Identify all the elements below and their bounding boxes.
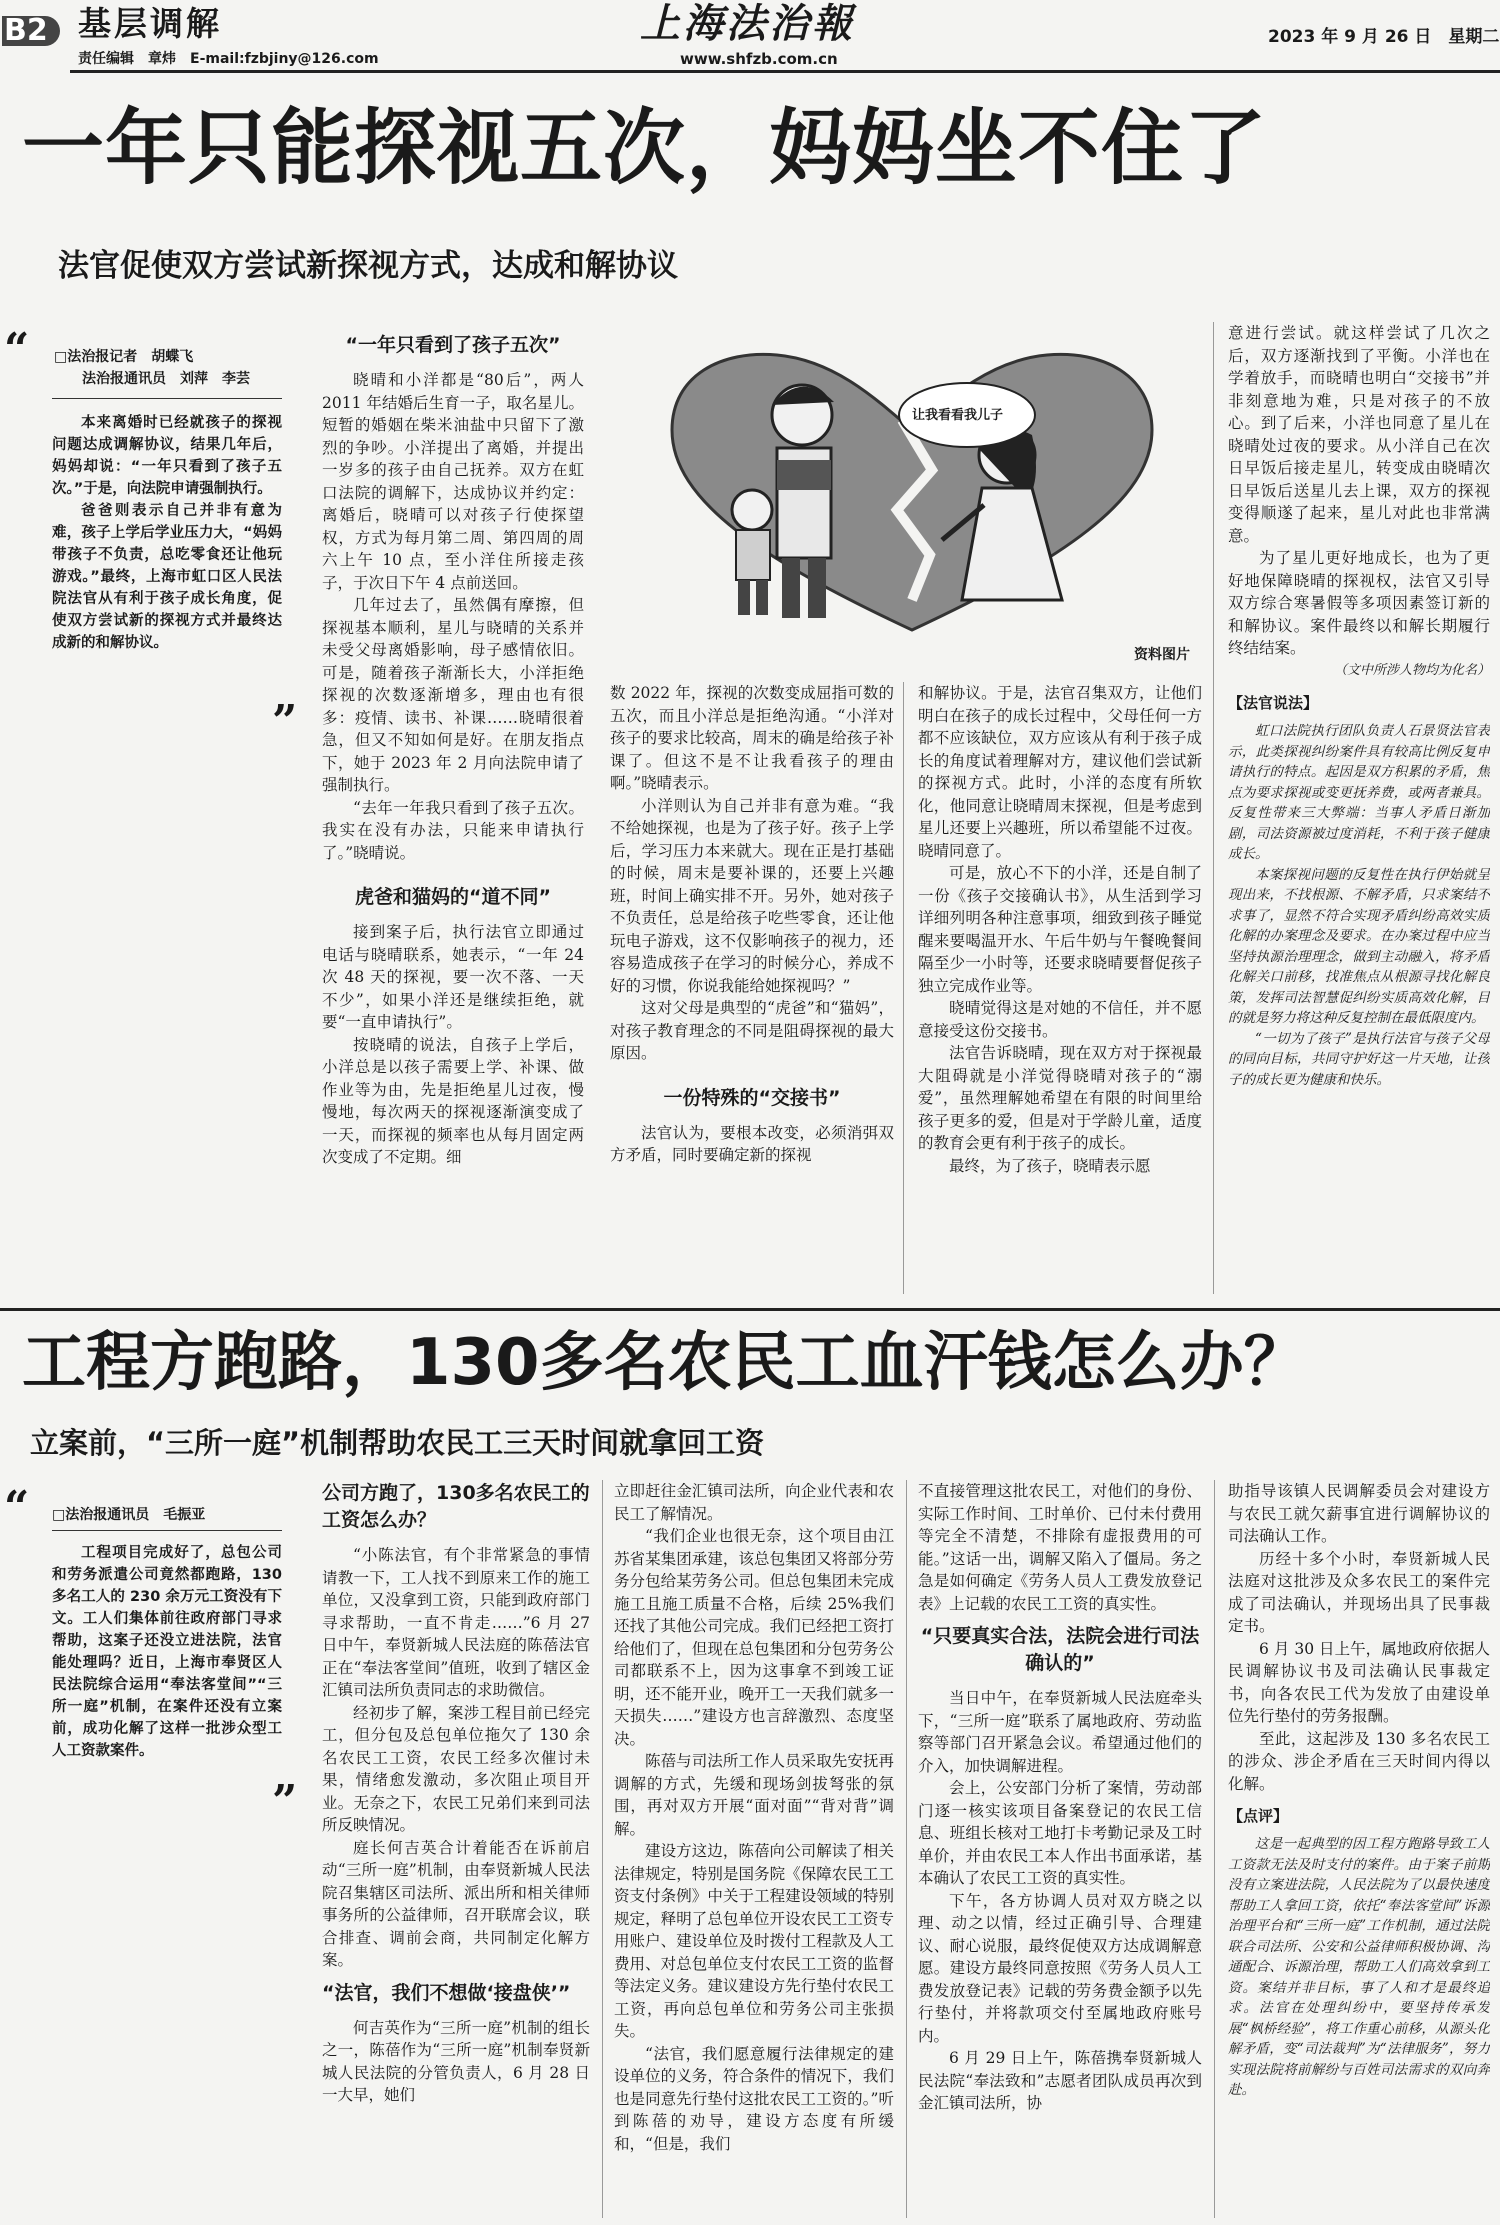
story2-col3-p1: 不直接管理这批农民工，对他们的身份、实际工作时间、工时单价、已付未付费用等完全不清楚，不排除有虚报费用的可能。”这话一出，调解又陷入了僵局。务之急是如何确定《劳务人员人工费发放登记表》上记载的农民工工资的真实性。 (918, 1482, 1202, 1613)
story2-lead-p1: 工程项目完成好了，总包公司和劳务派遣公司竟然都跑路，130 多名工人的 230 余万元工资没有下文。工人们集体前往政府部门寻求帮助，这案子还没立进法院，法官能处理吗？近日，上海市奉贤区人民法院综合运用“奉法客堂间”“三所一庭”机制，在案件还没有立案前，成功化解了这样一批涉众型工人工资款案件。 (52, 1545, 282, 1759)
story2-headline: 工程方跑路，130多名农民工血汗钱怎么办？ (22, 1326, 1308, 1400)
story2-col4-p1: 助指导该镇人民调解委员会对建设方与农民工就欠薪事宜进行调解协议的司法确认工作。 (1228, 1482, 1490, 1545)
story1-col2-p1: 数 2022 年，探视的次数变成屈指可数的五次，而且小洋总是拒绝沟通。“小洋对孩子的要求比较高，周末的确是给孩子补课了。但这不是不让我看孩子的理由啊。”晓晴表示。 (610, 684, 894, 792)
story2-col4-p2: 历经十多个小时，奉贤新城人民法庭对这批涉及众多农民工的案件完成了司法确认，并现场出具了民事裁定书。 (1228, 1549, 1490, 1635)
close-quote-icon: ” (272, 1776, 298, 1827)
col-divider (906, 1480, 907, 2218)
story1-col2-p2: 小洋则认为自己并非有意为难。“我不给她探视，也是为了孩子好。孩子上学后，学习压力本来就大。现在正是打基础的时候，周末是要补课的，还要上兴趣班，时间上确实排不开。另外，她对孩子不负责任，总是给孩子吃些零食，还让他玩电子游戏，这不仅影响孩子的视力，还容易造成孩子在学习的时候分心，养成不好的习惯，你说我能给她探视吗？” (610, 796, 894, 995)
story1-col3-p4: 法官告诉晓晴，现在双方对于探视最大阻碍就是小洋觉得晓晴对孩子的“溺爱”，虽然理解她希望在有限的时间里给孩子更多的爱，但是对于学龄儿童，适度的教育会更有利于孩子的成长。 (918, 1044, 1202, 1152)
image-caption: 资料图片 (1134, 647, 1190, 663)
story1-col3 (918, 682, 1202, 1294)
story2-col2 (614, 1480, 894, 2218)
story2-col3-p3: 会上，公安部门分析了案情，劳动部门逐一核实该项目备案登记的农民工信息、班组长核对工地打卡考勤记录及工时单价，并由农民工本人作出书面承诺，基本确认了农民工工资的真实性。 (918, 1779, 1202, 1887)
website: www.shfzb.com.cn (680, 50, 838, 68)
story2-col1-p1: “小陈法官，有个非常紧急的事情请教一下，工人找不到原来工作的施工单位，又没拿到工资，只能到政府部门寻求帮助，一直不肯走……”6 月 27 日中午，奉贤新城人民法庭的陈蓓法官正在“奉法客堂间”值班，收到了辖区金汇镇司法所负责同志的求助微信。 (322, 1546, 590, 1699)
story2-heading-company-fled: 公司方跑了，130多名农民工的工资怎么办？ (322, 1482, 590, 1531)
story1-comment-p1: 虹口法院执行团队负责人石景贤法官表示，此类探视纠纷案件具有较高比例反复申请执行的特点。起因是双方积累的矛盾，焦点为要求探视或变更抚养费，或两者兼具。反复性带来三大弊端：当事人矛盾日渐加剧，司法资源被过度消耗，不利于孩子健康成长。 (1228, 723, 1490, 862)
story1-col1-p1: 晓晴和小洋都是“80后”，两人 2011 年结婚后生育一子，取名星儿。短暂的婚姻在柴米油盐中只留下了激烈的争吵。小洋提出了离婚，并提出一岁多的孩子由自己抚养。双方在虹口法院的调解下，达成协议并约定：离婚后，晓晴可以对孩子行使探望权，方式为每月第二周、第四周的周六上午 10 点，至小洋住所接走孩子，于次日下午 4 点前送回。 (322, 371, 584, 592)
story2-col3 (918, 1480, 1202, 2218)
commentary (1228, 1834, 1490, 2101)
story2-col2-p2: “我们企业也很无奈，这个项目由江苏省某集团承建，该总包集团又将部分劳务分包给某劳务公司。但总包集团未完成施工且施工质量不合格，后续 25%我们还找了其他公司完成。我们已经把工资打给他们了，但现在总包集团和分包劳务公司都联系不上，因为这事拿不到竣工证明，还不能开业，晚开工一天我们就多一天损失……”建设方也言辞激烈、态度坚决。 (614, 1527, 894, 1748)
story1-col4 (1228, 322, 1490, 1294)
story2-col3-p5: 6 月 29 日上午，陈蓓携奉贤新城人民法院“奉法致和”志愿者团队成员再次到金汇镇司法所，协 (918, 2049, 1202, 2112)
story1-col1-p5: 按晓晴的说法，自孩子上学后，小洋总是以孩子需要上学、补课、做作业等为由，先是拒绝星儿过夜，慢慢地，每次两天的探视逐渐演变成了一天，而探视的频率也从每月固定两次变成了不定期。细 (322, 1035, 584, 1166)
family-cartoon-image (612, 340, 1212, 640)
story1-col3-p5: 最终，为了孩子，晓晴表示愿 (949, 1156, 1151, 1175)
story2-col2-p4: 建设方这边，陈蓓向公司解读了相关法律规定，特别是国务院《保障农民工工资支付条例》中关于工程建设领域的特别规定，释明了总包单位开设农民工工资专用账户、建设单位及时拨付工程款及人工费用、对总包单位支付农民工工资的监督等法定义务。建议建设方先行垫付农民工工资，再向总包单位和劳务公司主张损失。 (614, 1842, 894, 2040)
col-divider (1214, 1480, 1215, 2218)
story2-col3-p4: 下午，各方协调人员对双方晓之以理、动之以情，经过正确引导、合理建议、耐心说服，最终促使双方达成调解意愿。建设方最终同意按照《劳务人员人工费发放登记表》记载的劳务费金额予以先行垫付，并将款项交付至属地政府账号内。 (918, 1891, 1202, 2045)
story2-col1-p2: 经初步了解，案涉工程目前已经完工，但分包及总包单位拖欠了 130 余名农民工工资，农民工经多次催讨未果，情绪愈发激动，多次阻止项目开业。无奈之下，农民工兄弟们来到司法所反映情况。 (322, 1703, 590, 1834)
page-number: B2 (4, 13, 48, 48)
speech-bubble-text: 让我看看我儿子 (912, 408, 1004, 423)
story2-col2-p3: 陈蓓与司法所工作人员采取先安抚再调解的方式，先缓和现场剑拔弩张的氛围，再对双方开展“面对面”“背对背”调解。 (614, 1752, 894, 1838)
section-title: 基层调解 (78, 4, 222, 43)
story1-byline (54, 346, 284, 390)
story2-subheadline: 立案前，“三所一庭”机制帮助农民工三天时间就拿回工资 (30, 1426, 765, 1460)
story2-byline: □法治报通讯员 毛振亚 (52, 1507, 206, 1523)
story1-col3-p1: 和解协议。于是，法官召集双方，让他们明白在孩子的成长过程中，父母任何一方都不应该缺位，双方应该从有利于孩子成长的角度试着理解对方，建议他们尝试新的探视方式。此时，小洋的态度有所软化，他同意让晓晴周末探视，但是考虑到星儿还要上兴趣班，所以希望能不过夜。晓晴同意了。 (918, 684, 1202, 860)
col-divider (602, 1480, 603, 2218)
story1-col1-p3: “去年一年我只看到了孩子五次。我实在没有办法，只能来申请执行了。”晓晴说。 (322, 798, 584, 862)
story2-comment-p1: 这是一起典型的因工程方跑路导致工人工资款无法及时支付的案件。由于案子前期没有立案进法院，人民法院为了以最快速度帮助工人拿回工资，依托“奉法客堂间”诉源治理平台和“三所一庭”工作机制，通过法院联合司法所、公安和公益律师积极协调、沟通配合、诉源治理，帮助工人们高效拿到工资。案结并非目标，事了人和才是最终追求。法官在处理纠纷中，要坚持传承发展“枫桥经验”，将工作重心前移，从源头化解矛盾，变“司法裁判”为“法律服务”，努力实现法院将前解纷与百姓司法需求的双向奔赴。 (1228, 1836, 1490, 2098)
col-divider (903, 682, 904, 1294)
story1-heading-handover: 一份特殊的“交接书” (663, 1086, 841, 1109)
story2-col1-p4: 何吉英作为“三所一庭”机制的组长之一，陈蓓作为“三所一庭”机制奉贤新城人民法院的分管负责人，6 月 28 日一大早，她们 (322, 2018, 590, 2104)
story2-col1 (322, 1480, 590, 2218)
story1-comment-p3: “一切为了孩子”是执行法官与孩子父母的同向目标，共同守护好这一片天地，让孩子的成长更为健康和快乐。 (1228, 1030, 1490, 1088)
commentary-tag: 【点评】 (1228, 1807, 1289, 1825)
story1-heading-five-times: “一年只看到了孩子五次” (345, 334, 561, 356)
story1-col2-p3: 这对父母是典型的“虎爸”和“猫妈”，对孩子教育理念的不同是阻碍探视的最大原因。 (610, 999, 894, 1062)
story1-lead-p2: 爸爸则表示自己并非有意为难，孩子上学后学业压力大，“妈妈带孩子不负责，总吃零食还让他玩游戏。”最终，上海市虹口区人民法院法官从有利于孩子成长角度，促使双方尝试新的探视方式并最终达成新的和解协议。 (52, 503, 282, 651)
story2-col4-p4: 至此，这起涉及 130 多名农民工的涉众、涉企矛盾在三天时间内得以化解。 (1228, 1729, 1490, 1793)
story1-col4-p2: 为了星儿更好地成长，也为了更好地保障晓晴的探视权，法官又引导双方综合寒暑假等多项因素签订新的和解协议。案件最终以和解长期履行终结结案。 (1228, 549, 1490, 657)
story1-comment-p2: 本案探视问题的反复性在执行伊始就呈现出来，不找根源、不解矛盾，只求案结不求事了，显然不符合实现矛盾纠纷高效实质化解的办案理念及要求。在办案过程中应当坚持执源治理理念，做到主动融入，将矛盾化解关口前移，找准焦点从根源寻找化解良策，发挥司法智慧促纠纷实质高效化解，目的就是努力将这种反复控制在最低限度内。 (1228, 866, 1490, 1026)
editor-credit: 责任编辑 章炜 E-mail:fzbjiny@126.com (78, 51, 379, 67)
masthead-rule (70, 70, 1500, 73)
story2-col4-p3: 6 月 30 日上午，属地政府依据人民调解协议书及司法确认民事裁定书，向各农民工代为发放了由建设单位先行垫付的劳务报酬。 (1228, 1639, 1490, 1725)
story2-col4 (1228, 1480, 1490, 2218)
story1-col2-p4: 法官认为，要根本改变，必须消弭双方矛盾，同时要确定新的探视 (610, 1123, 894, 1164)
story2-col2-p1: 立即赶往金汇镇司法所，向企业代表和农民工了解情况。 (614, 1482, 894, 1523)
byline-rule (52, 1530, 282, 1531)
judge-comment-tag: 【法官说法】 (1228, 694, 1319, 712)
story1-heading-tiger-cat: 虎爸和猫妈的“道不同” (355, 886, 551, 908)
story1-headline: 一年只能探视五次，妈妈坐不住了 (22, 101, 1268, 196)
story2-heading-judicial-confirm: “只要真实合法，法院会进行司法确认的” (920, 1625, 1200, 1674)
illustration (612, 340, 1212, 640)
story1-col4-p1: 意进行尝试。就这样尝试了几次之后，双方逐渐找到了平衡。小洋也在学着放手，而晓晴也明白“交接书”并非刻意地为难，只是对孩子的不放心。到了后来，小洋也同意了星儿在晓晴处过夜的要求。从小洋自己在次日早饭后接走星儿，转变成由晓晴次日早饭后送星儿去上课，双方的探视变得顺遂了起来，星儿对此也非常满意。 (1228, 324, 1490, 545)
story1-byline-correspondents: 法治报通讯员 刘萍 李芸 (82, 371, 250, 387)
story2-heading-not-take-over: “法官，我们不想做‘接盘侠’” (322, 1981, 571, 2004)
open-quote-icon: “ (4, 1482, 30, 1533)
open-quote-icon: “ (4, 324, 30, 375)
story1-col2 (610, 682, 894, 1294)
judge-comment (1228, 721, 1490, 1090)
byline-rule (52, 398, 282, 399)
story2-col3-p2: 当日中午，在奉贤新城人民法庭牵头下，“三所一庭”联系了属地政府、劳动监察等部门召开紧急会议。希望通过他们的介入，加快调解进程。 (918, 1689, 1202, 1775)
story2-col1-p3: 庭长何吉英合计着能否在诉前启动“三所一庭”机制，由奉贤新城人民法院召集辖区司法所、派出所和相关律师事务所的公益律师，召开联席会议，联合排查、调前会商，共同制定化解方案。 (322, 1838, 590, 1969)
story2-lead (52, 1542, 282, 1762)
close-quote-icon: ” (272, 696, 298, 747)
story1-lead-p1: 本来离婚时已经就孩子的探视问题达成调解协议，结果几年后，妈妈却说：“一年只看到了孩子五次。”于是，向法院申请强制执行。 (52, 415, 282, 497)
story2-col2-p5: “法官，我们愿意履行法律规定的建设单位的义务，符合条件的情况下，我们也是同意先行垫付这批农民工工资的。”听到陈蓓的劝导，建设方态度有所缓和，“但是，我们 (614, 2044, 894, 2153)
story1-byline-reporter: □法治报记者 胡蝶飞 (54, 349, 194, 365)
story1-col3-p3: 晓晴觉得这是对她的不信任，并不愿意接受这份交接书。 (918, 999, 1202, 1040)
story-separator (0, 1308, 1500, 1311)
paper-name: 上海法治報 (640, 0, 855, 47)
issue-date: 2023 年 9 月 26 日 星期二 (1268, 27, 1500, 47)
col-divider (1213, 322, 1214, 1294)
story1-col1-p4: 接到案子后，执行法官立即通过电话与晓晴联系，她表示，“一年 24 次 48 天的探视，要一次不落、一天不少”，如果小洋还是继续拒绝，就要“一直申请执行”。 (322, 923, 584, 1031)
story1-col1 (322, 332, 584, 1294)
story1-subheadline: 法官促使双方尝试新探视方式，达成和解协议 (58, 248, 678, 284)
story1-col3-p2: 可是，放心不下的小洋，还是自制了一份《孩子交接确认书》，从生活到学习详细列明各种注意事项，细致到孩子睡觉醒来要喝温开水、午后牛奶与午餐晚餐间隔至少一小时等，还要求晓晴要督促孩子独立完成作业等。 (918, 864, 1202, 995)
story1-name-note: （文中所涉人物均为化名） (1333, 662, 1490, 678)
story1-lead (52, 412, 282, 654)
story1-col1-p2: 几年过去了，虽然偶有摩擦，但探视基本顺利，星儿与晓晴的关系并未受父母离婚影响，母子感情依旧。可是，随着孩子渐渐长大，小洋拒绝探视的次数逐渐增多，理由也有很多：疫情、读书、补课……晓晴很着急，但又不知如何是好。在朋友指点下，她于 2023 年 2 月向法院申请了强制执行。 (322, 596, 584, 794)
